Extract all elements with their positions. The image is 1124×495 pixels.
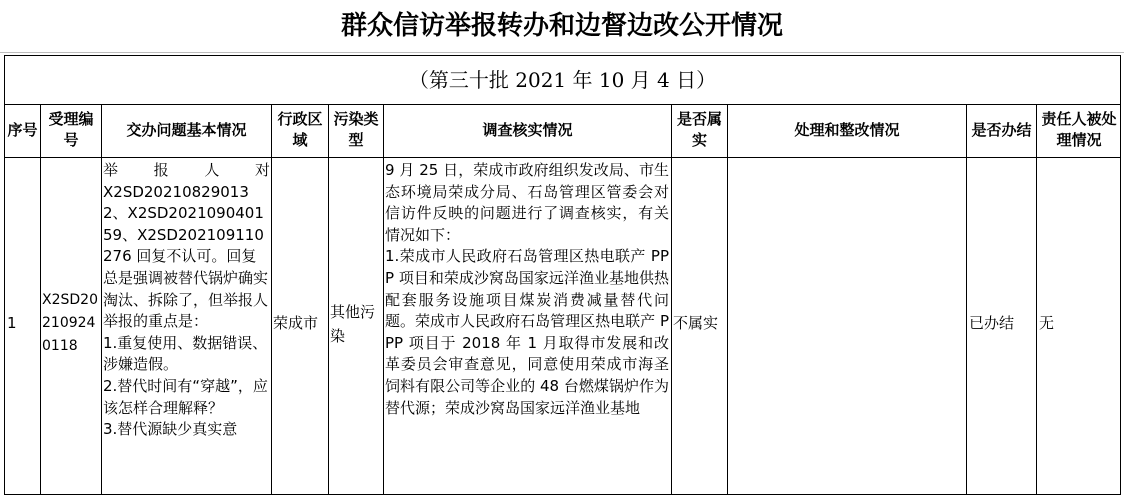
row-accept-no: X2SD20210924 0118: [42, 292, 98, 354]
issue-text: X2SD202108290132、X2SD202109040159、X2SD202109110276 回复不认可。回复总是强调被替代锅炉确实淘汰、拆除了，但举报人举报的重点是：: [103, 182, 269, 331]
row-accountability: 无: [1039, 313, 1055, 332]
column-divider: [328, 104, 329, 495]
issue-lead-line: 举 报 人 对: [103, 161, 270, 179]
issue-point-1: 1.重复使用、数据错误、涉嫌造假。: [103, 333, 268, 374]
batch-subtitle: （第三十批 2021 年 10 月 4 日）: [408, 68, 717, 92]
header-accountability: 责任人被处理情况: [1041, 110, 1117, 149]
column-divider: [101, 104, 102, 495]
investigation-item-1: 1.荣成市人民政府石岛管理区热电联产 PPP 项目和荣成沙窝岛国家远洋渔业基地供热配套服务设施项目煤炭消费减量替代问题。荣成市人民政府石岛管理区热电联产 PPP 项目于 2018 年 1 月取得市发展和改革委员会审查意见，同意使用荣成市海圣饲料有限公司等企业的 48 台燃煤锅炉作为替代源；荣成沙窝岛国家远洋渔业基地: [385, 247, 669, 417]
column-divider: [727, 104, 728, 495]
title-divider: [0, 52, 1124, 53]
issue-point-2: 2.替代时间有“穿越”，应该怎样合理解释？: [103, 376, 268, 417]
header-closed: 是否办结: [971, 120, 1032, 139]
header-is-true: 是否属实: [676, 110, 722, 149]
header-investigation: 调查核实情况: [482, 120, 573, 139]
row-district: 荣成市: [273, 313, 319, 332]
header-seq: 序号: [7, 120, 38, 139]
investigation-summary: 9 月 25 日，荣成市政府组织发改局、市生态环境局荣成分局、石岛管理区管委会对信访件反映的问题进行了调查核实，有关情况如下：: [385, 161, 669, 244]
column-divider: [383, 104, 384, 495]
header-handling: 处理和整改情况: [794, 120, 900, 139]
row-seq: 1: [7, 313, 17, 332]
column-divider: [40, 104, 41, 495]
row-investigation: [385, 160, 669, 489]
row-handling: [729, 158, 965, 489]
row-is-true: 不属实: [673, 313, 719, 332]
row-issue: [103, 160, 270, 489]
column-divider: [966, 104, 967, 495]
column-divider: [671, 104, 672, 495]
column-divider: [1036, 104, 1037, 495]
row-pollution: 其他污染: [330, 302, 376, 345]
header-district: 行政区域: [277, 110, 323, 149]
page-title: 群众信访举报转办和边督边改公开情况: [340, 11, 783, 41]
header-issue: 交办问题基本情况: [126, 120, 247, 139]
header-pollution: 污染类型: [333, 110, 379, 149]
issue-point-3: 3.替代源缺少真实意: [103, 420, 238, 439]
column-divider: [271, 104, 272, 495]
row-closed: 已办结: [969, 313, 1015, 332]
header-accept-no: 受理编号: [48, 110, 94, 149]
